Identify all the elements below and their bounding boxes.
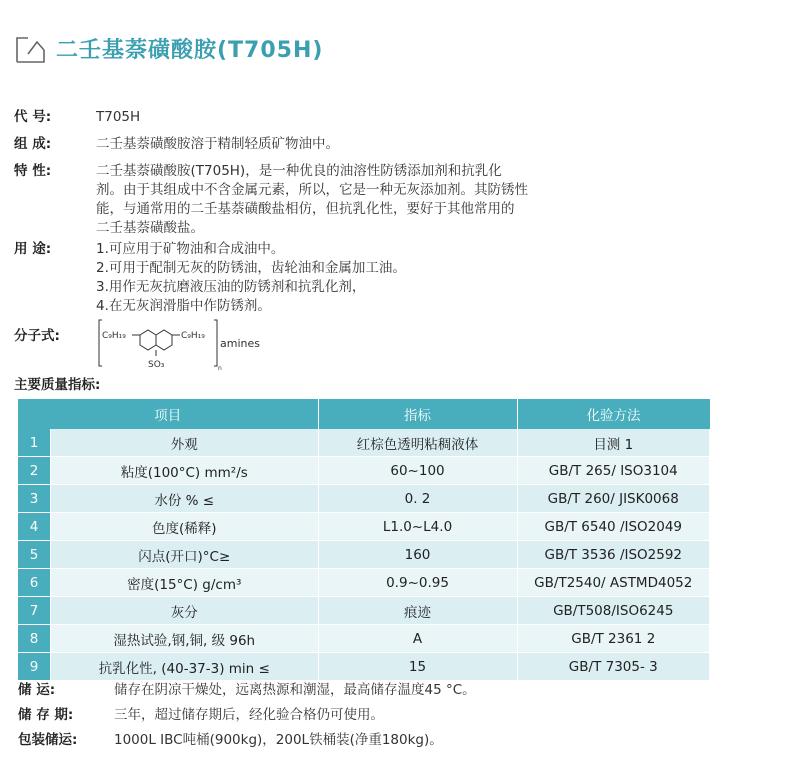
field-label: 储 运: [18, 682, 56, 698]
right-alkyl-group: C₉H₁₉ [181, 331, 205, 341]
item-cell: 外观 [51, 429, 319, 457]
table-row [18, 569, 710, 597]
row-number: 1 [18, 429, 51, 457]
document-corner-icon [14, 32, 46, 64]
text-line: 二壬基萘磺酸胺(T705H)，是一种优良的油溶性防锈添加剂和抗乳化 [96, 163, 502, 179]
field-code [14, 108, 140, 127]
item-cell: 湿热试验,钢,铜, 级 96h [51, 625, 319, 653]
text-line: 剂。由于其组成中不含金属元素，所以，它是一种无灰添加剂。其防锈性 [96, 182, 528, 198]
method-cell: GB/T 260/ JISK0068 [517, 485, 709, 513]
field-label: 储 存 期: [18, 707, 74, 723]
column-header-method: 化验方法 [517, 399, 709, 429]
spec-cell: 60~100 [318, 457, 517, 485]
method-cell: GB/T 6540 /ISO2049 [517, 513, 709, 541]
row-number: 8 [18, 625, 51, 653]
item-cell: 密度(15°C) g/cm³ [51, 569, 319, 597]
method-cell: GB/T2540/ ASTMD4052 [517, 569, 709, 597]
spec-cell: 痕迹 [318, 597, 517, 625]
item-cell: 水份 % ≤ [51, 485, 319, 513]
row-number: 3 [18, 485, 51, 513]
item-cell: 灰分 [51, 597, 319, 625]
field-label: 代 号: [14, 109, 52, 125]
subscript-n: n [218, 365, 222, 372]
amines-label: amines [220, 337, 260, 350]
method-cell: 目测 1 [517, 429, 709, 457]
item-cell: 抗乳化性, (40-37-3) min ≤ [51, 653, 319, 681]
sulfonate-group: SO₃ [148, 360, 165, 370]
molecular-formula-diagram [98, 316, 268, 372]
field-value: 储存在阴凉干燥处，远离热源和潮湿，最高储存温度45 °C。 [114, 682, 476, 698]
table-row [18, 485, 710, 513]
storage-row [18, 681, 476, 700]
row-number: 6 [18, 569, 51, 597]
spec-cell: L1.0~L4.0 [318, 513, 517, 541]
field-composition [14, 135, 339, 154]
table-row [18, 541, 710, 569]
shelf-life-row [18, 706, 384, 725]
table-row [18, 597, 710, 625]
item-cell: 闪点(开口)°C≥ [51, 541, 319, 569]
spec-cell: 160 [318, 541, 517, 569]
field-label: 组 成: [14, 136, 52, 152]
text-line: 二壬基萘磺酸胺溶于精制轻质矿物油中。 [96, 136, 339, 152]
row-number: 2 [18, 457, 51, 485]
method-cell: GB/T508/ISO6245 [517, 597, 709, 625]
page-title: 二壬基萘磺酸胺(T705H) [56, 37, 324, 63]
row-number: 7 [18, 597, 51, 625]
item-cell: 色度(稀释) [51, 513, 319, 541]
table-row [18, 653, 710, 681]
quality-spec-table [18, 399, 710, 681]
spec-cell: 红棕色透明粘稠液体 [318, 429, 517, 457]
spec-cell: A [318, 625, 517, 653]
text-line: 4.在无灰润滑脂中作防锈剂。 [96, 298, 271, 314]
field-value [96, 135, 339, 154]
table-row [18, 429, 710, 457]
text-line: 3.用作无灰抗磨液压油的防锈剂和抗乳化剂， [96, 279, 366, 295]
item-cell: 粘度(100°C) mm²/s [51, 457, 319, 485]
left-alkyl-group: C₉H₁₉ [102, 331, 126, 341]
field-formula [14, 327, 96, 346]
text-line: 2.可用于配制无灰的防锈油，齿轮油和金属加工油。 [96, 260, 406, 276]
text-line: 二壬基萘磺酸盐。 [96, 220, 204, 236]
text-line: T705H [96, 109, 141, 125]
spec-cell: 0.9~0.95 [318, 569, 517, 597]
field-value [96, 240, 406, 316]
table-heading-row [14, 376, 100, 395]
field-label: 分子式: [14, 328, 60, 344]
row-number: 5 [18, 541, 51, 569]
method-cell: GB/T 3536 /ISO2592 [517, 541, 709, 569]
text-line: 能，与通常用的二壬基萘磺酸盐相仿，但抗乳化性，要好于其他常用的 [96, 201, 515, 217]
field-label: 包装储运: [18, 732, 78, 748]
field-properties [14, 162, 528, 238]
field-label: 用 途: [14, 241, 52, 257]
field-value: 三年，超过储存期后，经化验合格仍可使用。 [114, 707, 384, 723]
method-cell: GB/T 7305- 3 [517, 653, 709, 681]
method-cell: GB/T 2361 2 [517, 625, 709, 653]
field-usage [14, 240, 406, 316]
table-row [18, 457, 710, 485]
packaging-row [18, 731, 443, 750]
row-number: 4 [18, 513, 51, 541]
spec-cell: 15 [318, 653, 517, 681]
field-value [96, 162, 528, 238]
field-value [96, 108, 140, 127]
text-line: 1.可应用于矿物油和合成油中。 [96, 241, 285, 257]
column-header-spec: 指标 [318, 399, 517, 429]
row-number: 9 [18, 653, 51, 681]
table-row [18, 625, 710, 653]
method-cell: GB/T 265/ ISO3104 [517, 457, 709, 485]
column-header-item: 项目 [18, 399, 318, 429]
table-heading: 主要质量指标: [14, 377, 101, 393]
table-header-row [18, 399, 710, 429]
field-label: 特 性: [14, 163, 52, 179]
page-header [14, 30, 323, 66]
field-value: 1000L IBC吨桶(900kg)，200L铁桶装(净重180kg)。 [114, 732, 443, 748]
spec-cell: 0. 2 [318, 485, 517, 513]
table-row [18, 513, 710, 541]
